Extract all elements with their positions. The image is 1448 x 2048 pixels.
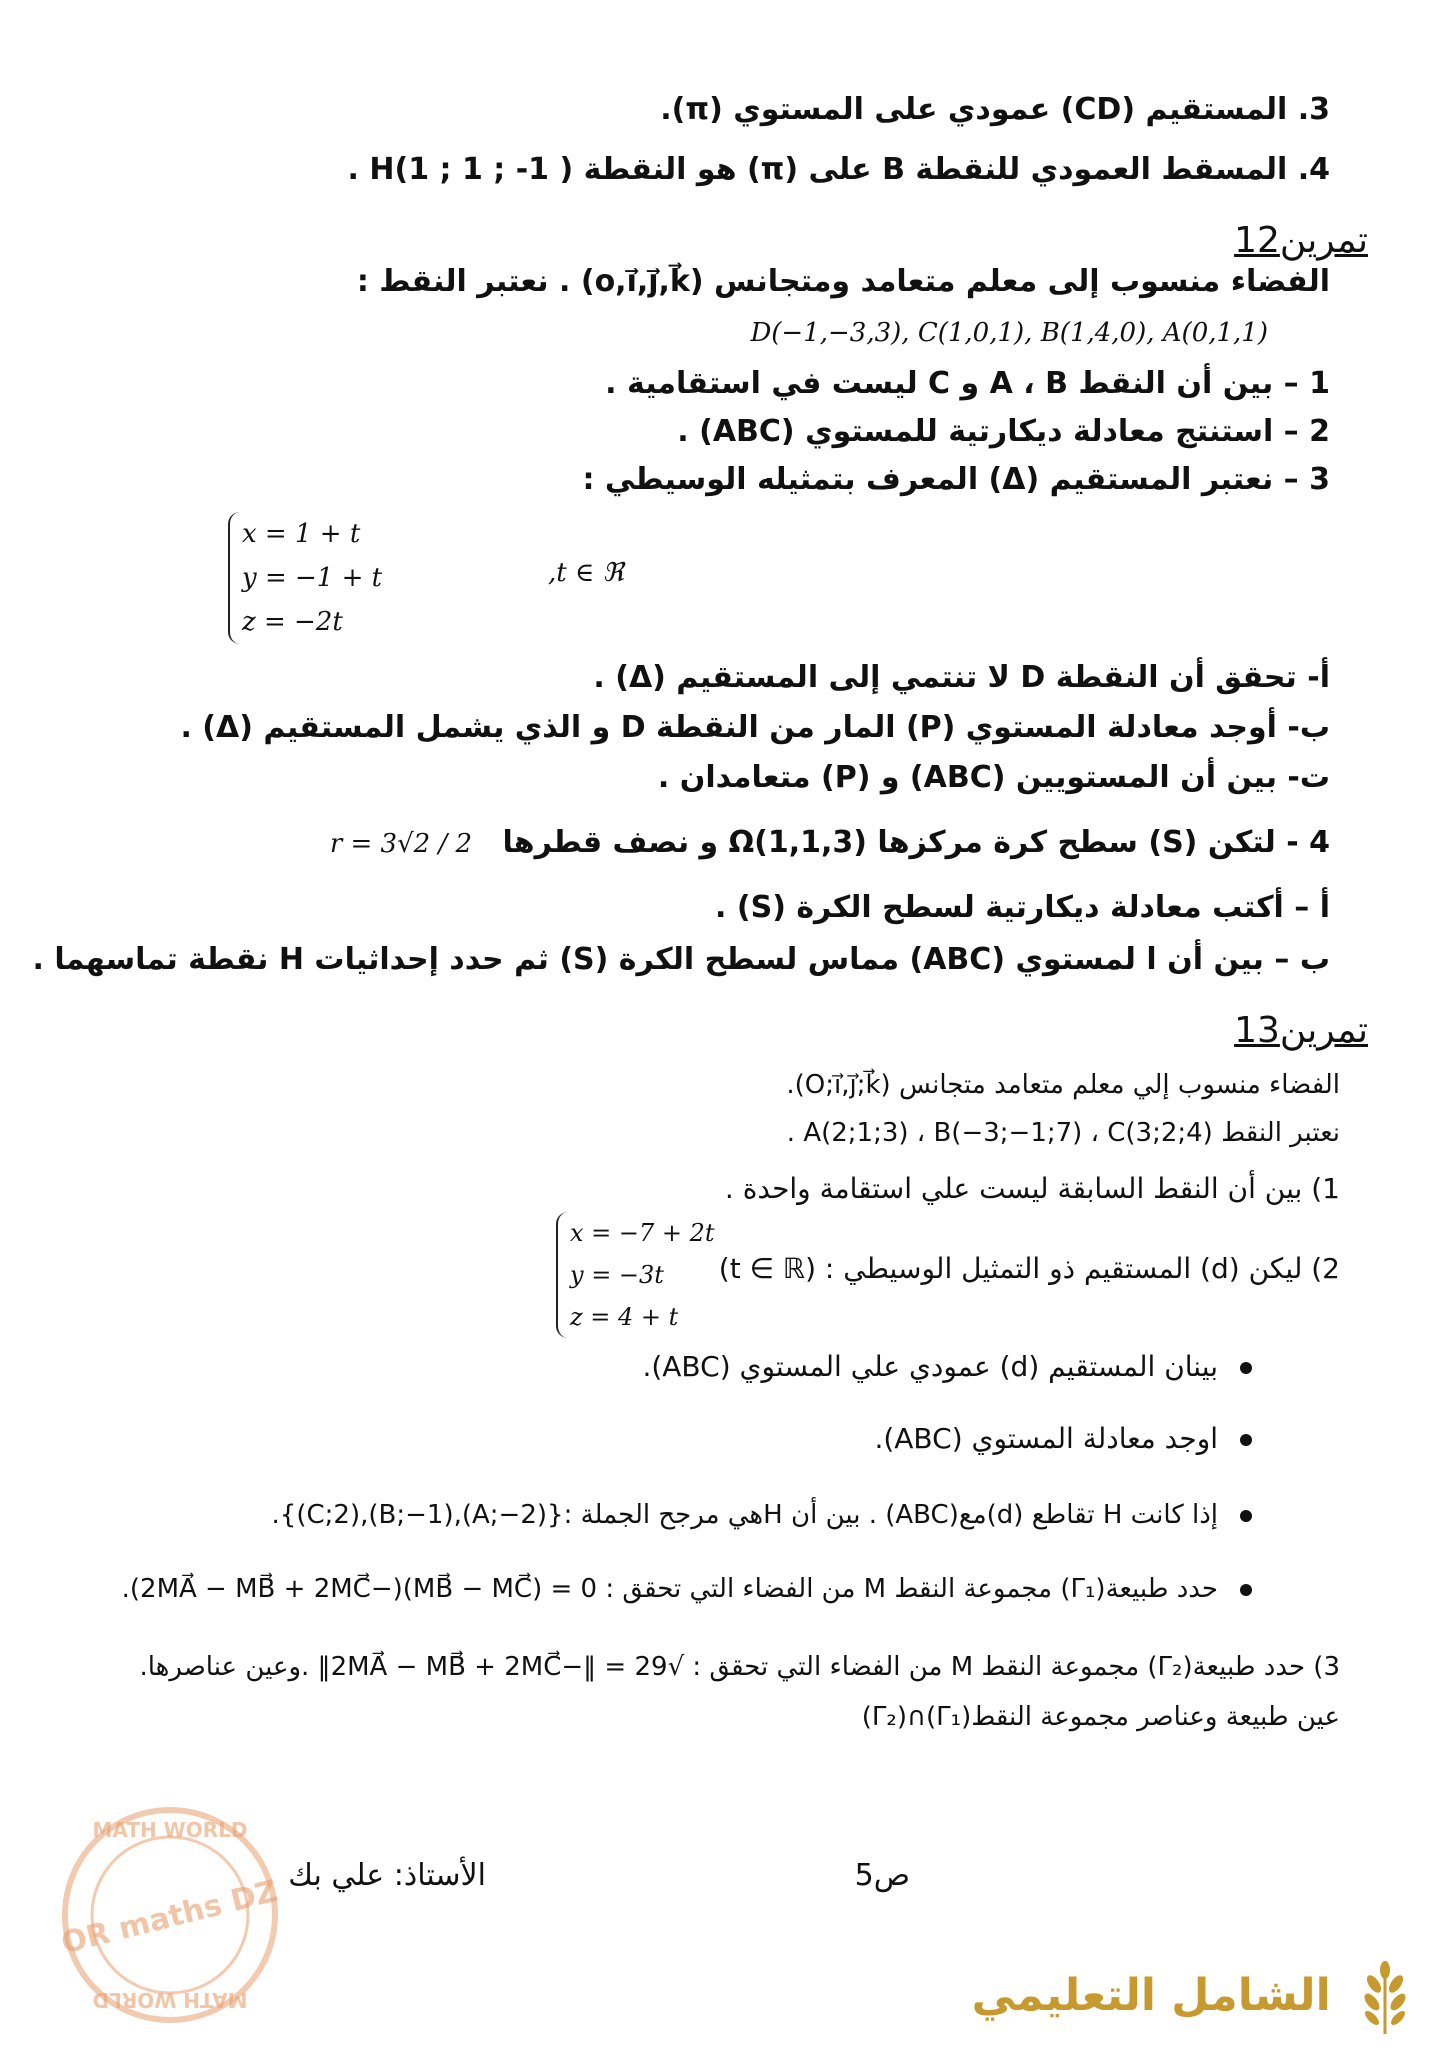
ex12-q4	[0, 825, 1448, 860]
ex13-q3: 3) حدد طبيعة(Γ₂) مجموعة النقط M من الفضاء التي تحقق : √29 = ‖−2MA⃗ − MB⃗ + 2MC⃗‖ .وعين عناصرها.	[139, 1652, 1340, 1682]
item-4: 4. المسقط العمودي للنقطة B على (π) هو النقطة ( H(1 ; 1 ; -1 .	[347, 152, 1330, 187]
bullet-text: حدد طبيعة(Γ₁) مجموعة النقط M من الفضاء التي تحقق : 0 = (MB⃗ − MC⃗)(−2MA⃗ − MB⃗ + 2MC⃗).	[121, 1574, 1218, 1604]
page-number: ص5	[854, 1858, 910, 1893]
system-eq-z: z = −2t	[242, 607, 343, 637]
system-eq-z: z = 4 + t	[570, 1303, 679, 1331]
ex12-qa: أ- تحقق أن النقطة D لا تنتمي إلى المستقيم (Δ) .	[593, 660, 1330, 695]
system-brace	[228, 512, 240, 644]
system-brace	[556, 1212, 568, 1338]
ex12-param-system	[228, 512, 382, 644]
ex13-q1: 1) بين أن النقط السابقة ليست علي استقامة واحدة .	[724, 1172, 1340, 1205]
bullet-icon	[1240, 1362, 1252, 1374]
ex12-q3: 3 – نعتبر المستقيم (Δ) المعرف بتمثيله الوسيطي :	[582, 462, 1330, 497]
ex13-bullet-2	[0, 1422, 1448, 1455]
stamp-mid-text: OR maths DZ	[57, 1873, 281, 1962]
ex12-intro: الفضاء منسوب إلى معلم متعامد ومتجانس (o,i⃗,j⃗,k⃗) . نعتبر النقط :	[356, 264, 1330, 299]
bullet-text: بينان المستقيم (d) عمودي علي المستوي (ABC).	[642, 1350, 1218, 1383]
ex13-q3b: عين طبيعة وعناصر مجموعة النقط(Γ₁)∩(Γ₂)	[861, 1702, 1340, 1732]
q4-text: 4 - لتكن (S) سطح كرة مركزها Ω(1,1,3) و نصف قطرها	[502, 825, 1330, 860]
ex13-bullet-4	[0, 1574, 1448, 1604]
ex13-bullet-3	[0, 1500, 1448, 1530]
bullet-text: إذا كانت H تقاطع (d)مع(ABC) . بين أن Hهي مرجح الجملة :{(A;−2),(B;−1),(C;2)}.	[271, 1500, 1218, 1530]
ex13-param-system	[556, 1212, 715, 1338]
stamp-bottom-text: MATH WORLD	[92, 1988, 248, 2012]
bullet-icon	[1240, 1510, 1252, 1522]
system-eq-x: x = 1 + t	[242, 519, 361, 549]
system-eq-y: y = −3t	[570, 1261, 664, 1289]
math-world-stamp	[45, 1795, 295, 2035]
ex12-qb: ب- أوجد معادلة المستوي (P) المار من النقطة D و الذي يشمل المستقيم (Δ) .	[180, 710, 1330, 745]
ex13-q2: 2) ليكن (d) المستقيم ذو التمثيل الوسيطي : (t ∈ ℝ)	[718, 1252, 1340, 1285]
ex12-q2: 2 – استنتج معادلة ديكارتية للمستوي (ABC) .	[677, 414, 1330, 449]
brand-logo-text: الشامل التعليمي	[971, 1970, 1331, 2021]
bullet-icon	[1240, 1434, 1252, 1446]
ex12-qt: ت- بين أن المستويين (ABC) و (P) متعامدان .	[657, 760, 1330, 795]
ex13-intro: الفضاء منسوب إلي معلم متعامد متجانس (O;i⃗,j⃗;k⃗).	[786, 1070, 1340, 1100]
bullet-text: اوجد معادلة المستوي (ABC).	[874, 1422, 1218, 1455]
bullet-icon	[1240, 1584, 1252, 1596]
exercise-13-title: تمرين13	[1234, 1010, 1368, 1051]
ex12-q1: 1 – بين أن النقط A ، B و C ليست في استقامية .	[605, 366, 1330, 401]
ex13-bullet-1	[0, 1350, 1448, 1383]
ex12-points	[0, 318, 1448, 348]
teacher-name: الأستاذ: علي بك	[288, 1858, 486, 1893]
ex12-q4a: أ – أكتب معادلة ديكارتية لسطح الكرة (S) .	[715, 890, 1330, 925]
item-3: 3. المستقيم (CD) عمودي على المستوي (π).	[660, 92, 1330, 127]
stamp-top-text: MATH WORLD	[92, 1818, 248, 1842]
ex13-points: نعتبر النقط A(2;1;3) ، B(−3;−1;7) ، C(3;2;4) .	[786, 1118, 1340, 1148]
system-eq-y: y = −1 + t	[242, 563, 383, 593]
ex12-q4b: ب – بين أن ا لمستوي (ABC) مماس لسطح الكرة (S) ثم حدد إحداثيات H نقطة تماسهما .	[32, 942, 1330, 977]
wheat-icon	[1352, 1960, 1418, 2036]
system-eq-x: x = −7 + 2t	[570, 1219, 715, 1247]
radius-formula: r = 3√2 / 2	[329, 829, 473, 859]
ex12-param-range: ,t ∈ ℜ	[548, 558, 624, 588]
exercise-12-title: تمرين12	[1234, 220, 1368, 261]
points-list: D(−1,−3,3), C(1,0,1), B(1,4,0), A(0,1,1)	[750, 318, 1268, 348]
brand-logo	[972, 1960, 1418, 2036]
